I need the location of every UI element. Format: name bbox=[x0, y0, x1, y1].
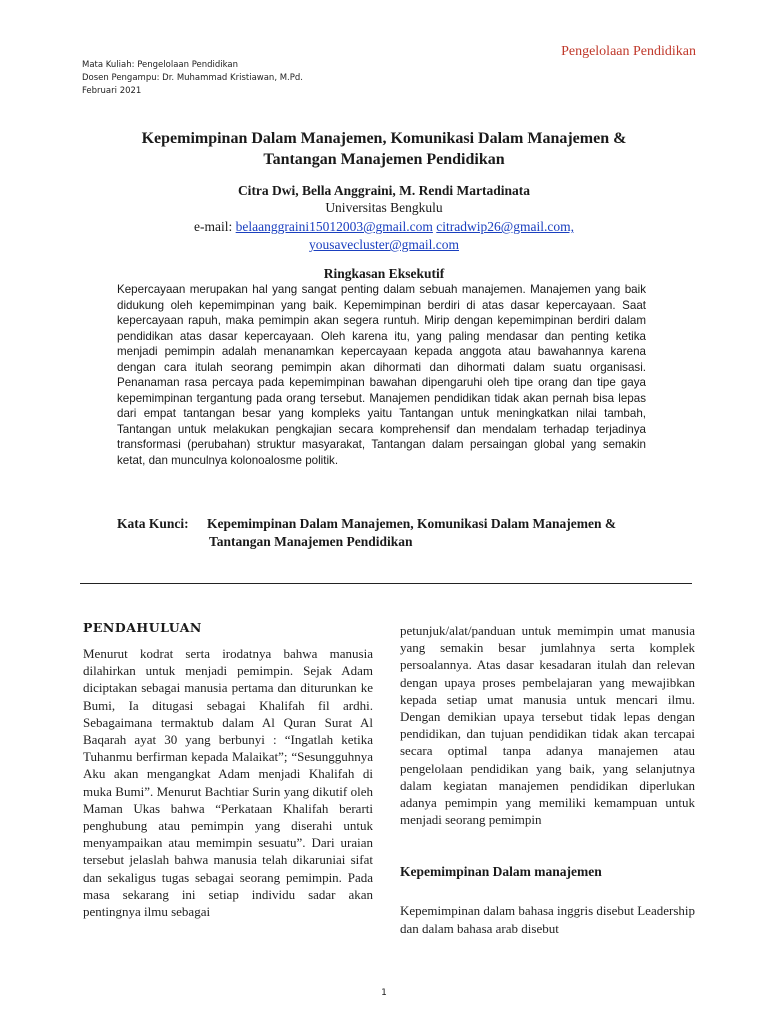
keywords bbox=[117, 515, 657, 551]
email-link-citra[interactable]: citradwip26@gmail.com, bbox=[436, 219, 574, 234]
keywords-line-1: Kepemimpinan Dalam Manajemen, Komunikasi Dalam Manajemen & bbox=[207, 516, 617, 531]
intro-text-right: petunjuk/alat/panduan untuk memimpin umat manusia yang semakin besar jumlahnya serta komplek persoalannya. Atas dasar kesadaran itulah dan relevan dengan upaya proses pembelajaran yang mewajibkan kepada setiap umat manusia untuk mencari ilmu. Dengan demikian upaya tersebut tidak lepas dengan pendidikan, dan tujuan pendidikan tidak akan tercapai secara optimal tanpa adanya manajemen atau pengelolaan pendidikan yang baik, yang selanjutnya dalam kegiatan manajemen pendidikan diperlukan adanya pemimpin yang memiliki kemampuan untuk menjadi seorang pemimpin bbox=[400, 623, 695, 828]
right-column bbox=[400, 622, 695, 937]
keywords-label: Kata Kunci: bbox=[117, 516, 189, 531]
page-number: 1 bbox=[381, 988, 387, 998]
date-line: Februari 2021 bbox=[82, 86, 142, 96]
course-line: Mata Kuliah: Pengelolaan Pendidikan bbox=[82, 60, 239, 70]
paper-title bbox=[60, 128, 708, 170]
title-line-2: Tantangan Manajemen Pendidikan bbox=[263, 151, 505, 168]
intro-text-left: Menurut kodrat serta irodatnya bahwa manusia dilahirkan untuk menjadi pemimpin. Sejak Adam diciptakan sebagai manusia pertama dan diturunkan ke Bumi, Ia ditugasi sebagai Khalifah fil ardhi. Sebagaimana termaktub dalam Al Quran Surat Al Baqarah ayat 30 yang berbunyi : “Ingatlah ketika Tuhanmu berfirman kepada Malaikat”; “Sesungguhnya Aku akan mengangkat Adam menjadi Khalifah di muka Bumi”. Menurut Bachtiar Surin yang dikutif oleh Maman Ukas bahwa “Perkataan Khalifah berarti penghubung atau pemimpin yang diserahi untuk menyampaikan atau memimpin sesuatu”. Dari uraian tersebut jelaslah bahwa manusia telah dikaruniai sifat dan sekaligus tugas sebagai seorang pemimpin. Pada masa sekarang ini setiap individu sadar akan pentingnya ilmu sebagai bbox=[83, 646, 373, 920]
keywords-line-2: Tantangan Manajemen Pendidikan bbox=[209, 534, 413, 549]
email-block bbox=[60, 218, 708, 254]
section-divider bbox=[80, 583, 692, 584]
left-column bbox=[83, 620, 373, 920]
email-label: e-mail: bbox=[194, 219, 233, 234]
affiliation: Universitas Bengkulu bbox=[325, 200, 443, 215]
email-link-rendi[interactable]: yousavecluster@gmail.com bbox=[308, 237, 460, 252]
authors: Citra Dwi, Bella Anggraini, M. Rendi Martadinata bbox=[237, 183, 531, 198]
abstract-heading: Ringkasan Eksekutif bbox=[323, 266, 445, 281]
journal-header: Pengelolaan Pendidikan bbox=[561, 44, 696, 59]
title-line-1: Kepemimpinan Dalam Manajemen, Komunikasi Dalam Manajemen & bbox=[141, 130, 627, 147]
abstract-text: Kepercayaan merupakan hal yang sangat penting dalam sebuah manajemen. Manajemen yang baik didukung oleh kepemimpinan yang baik. Kepemimpinan berdiri di atas dasar kepercayaan. Saat kepercayaan rapuh, maka pemimpin akan segera runtuh. Mirip dengan kepemimpinan berdiri dalam pendidikan atas dasar kepercayaan. Oleh karena itu, yang paling mendasar dan penting ketika menjadi pemimpin adalah menanamkan kepercayaan kepada anggota atau bawahannya karena dengan cara itulah seorang pemimpin akan dihormati dan dihormati dalam suatu organisasi. Penanaman rasa percaya pada kepemimpinan bawahan dipengaruhi oleh tipe orang dan tipe gaya kepemimpinan tergantung pada orang tersebut. Manajemen pendidikan tidak akan pernah bisa lepas dari empat tantangan besar yang kompleks yaitu Tantangan untuk meningkatkan nilai tambah, Tantangan untuk melakukan pengkajian secara komprehensif dan mendalam terhadap terjadinya transformasi (perubahan) struktur masyarakat, Tantangan dalam persaingan global yang semakin ketat, dan munculnya kolonoalosme politik. bbox=[117, 283, 646, 467]
lecturer-line: Dosen Pengampu: Dr. Muhammad Kristiawan, M.Pd. bbox=[82, 73, 303, 83]
email-link-bella[interactable]: belaanggraini15012003@gmail.com bbox=[235, 219, 433, 234]
course-meta bbox=[82, 59, 303, 98]
leadership-heading: Kepemimpinan Dalam manajemen bbox=[400, 864, 602, 880]
intro-heading: PENDAHULUAN bbox=[83, 620, 202, 635]
leadership-text: Kepemimpinan dalam bahasa inggris disebut Leadership dan dalam bahasa arab disebut bbox=[400, 903, 695, 936]
